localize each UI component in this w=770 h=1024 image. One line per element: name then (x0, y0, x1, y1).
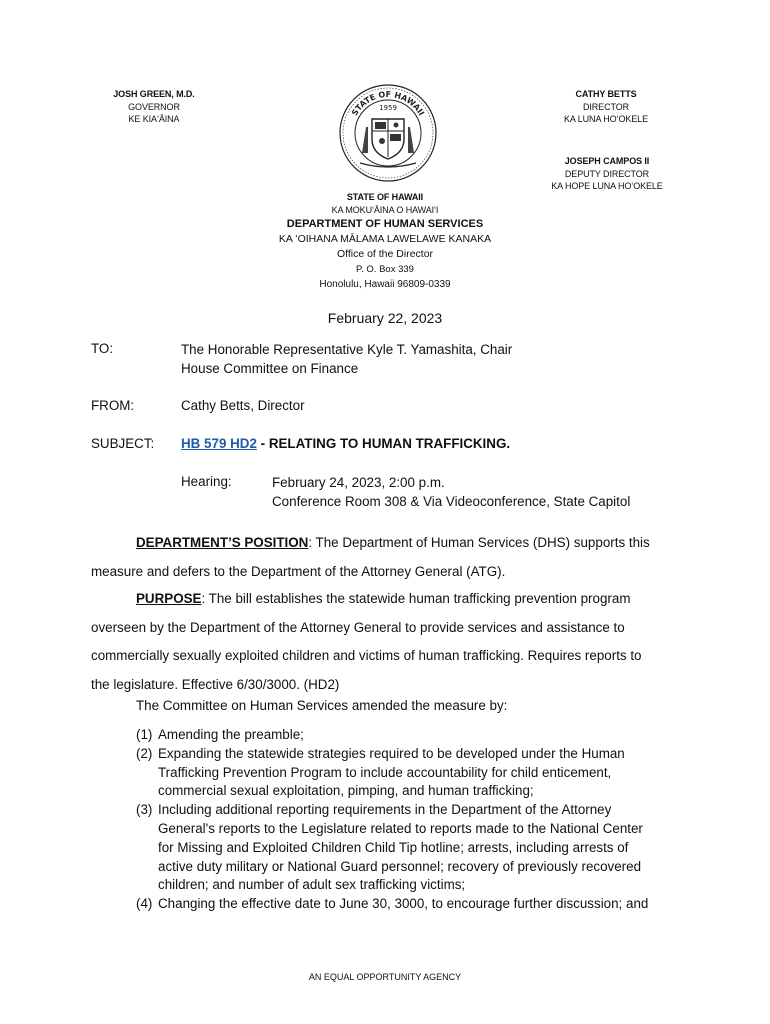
purpose-line-1: : The bill establishes the statewide human trafficking prevention program (201, 591, 631, 606)
amendment-item (136, 801, 696, 895)
to-recipient (181, 341, 512, 378)
position-paragraph (91, 529, 691, 586)
memo-date: February 22, 2023 (327, 310, 443, 326)
amendment-text: Expanding the statewide strategies required to be developed under the Human (158, 745, 625, 761)
governor-title: GOVERNOR (128, 101, 180, 112)
agency-office: Office of the Director (336, 248, 434, 260)
agency-state: STATE OF HAWAII (346, 192, 424, 202)
agency-state-hawaiian: KA MOKUʻĀINA O HAWAIʻI (331, 204, 439, 215)
state-seal (338, 83, 438, 183)
agency-block (235, 191, 535, 292)
to-line-1: The Honorable Representative Kyle T. Yamashita, Chair (181, 342, 513, 357)
purpose-line-4: the legislature. Effective 6/30/3000. (HD2) (91, 677, 340, 693)
amendment-item (136, 745, 696, 801)
amendment-item (136, 895, 696, 914)
amendment-number: (1) (136, 727, 153, 742)
purpose-line-2: overseen by the Department of the Attorney General to provide services and assistance to (91, 619, 625, 635)
position-line-1: : The Department of Human Services (DHS) supports this (308, 535, 650, 550)
director-title-hawaiian: KA LUNA HOʻOKELE (564, 114, 648, 124)
from-label: FROM: (91, 398, 135, 413)
bill-link[interactable]: HB 579 HD2 (181, 436, 257, 451)
amendment-text: children; and number of adult sex trafficking victims; (158, 877, 466, 893)
amendment-number: (3) (136, 802, 153, 818)
amended-intro: The Committee on Human Services amended the measure by: (136, 698, 508, 713)
subject-label: SUBJECT: (91, 436, 155, 451)
amendment-text: for Missing and Exploited Children Child Tip hotline; arrests, including arrests of (158, 839, 629, 855)
footer-text: AN EQUAL OPPORTUNITY AGENCY (308, 972, 462, 982)
governor-block (100, 88, 208, 126)
state-seal-icon (338, 83, 438, 183)
governor-title-hawaiian: KE KIAʻĀINA (128, 114, 180, 124)
amendments-list (136, 726, 696, 914)
hearing-details (272, 474, 630, 511)
director-title: DIRECTOR (582, 101, 630, 112)
amendment-item (136, 726, 696, 745)
amendment-number: (4) (136, 896, 153, 912)
governor-name: JOSH GREEN, M.D. (113, 89, 195, 99)
amendment-text: active duty military or National Guard personnel; recovery of previously recovered (158, 858, 642, 874)
hearing-line-2: Conference Room 308 & Via Videoconference, State Capitol (272, 493, 631, 509)
agency-department: DEPARTMENT OF HUMAN SERVICES (286, 218, 484, 230)
amendment-text: General's reports to the Legislature related to reports made to the National Center (158, 820, 643, 836)
amendment-text: Including additional reporting requirements in the Department of the Attorney (158, 802, 612, 818)
amendment-text: Trafficking Prevention Program to include accountability for child enticement, (158, 764, 612, 780)
seal-top-text: STATE OF HAWAII (350, 89, 426, 118)
to-label: TO: (91, 341, 114, 356)
director-block (548, 88, 664, 126)
agency-po-box: P. O. Box 339 (356, 264, 414, 275)
seal-year: 1959 (379, 104, 397, 112)
purpose-line-3: commercially sexually exploited children and victims of human trafficking. Requires reports to (91, 648, 642, 664)
amendment-text: Changing the effective date to June 30, 3000, to encourage further discussion; and (158, 896, 649, 912)
agency-department-hawaiian: KA ʻOIHANA MĀLAMA LAWELAWE KANAKA (278, 233, 492, 245)
amendment-number: (2) (136, 745, 153, 761)
to-line-2: House Committee on Finance (181, 360, 359, 376)
purpose-paragraph (91, 585, 711, 700)
subject-title: - RELATING TO HUMAN TRAFFICKING. (256, 436, 511, 451)
subject-line (181, 436, 510, 451)
amendment-text: commercial sexual exploitation, pimping, and human trafficking; (158, 783, 534, 799)
deputy-title: DEPUTY DIRECTOR (564, 168, 650, 179)
purpose-heading: PURPOSE (136, 591, 202, 606)
amendment-text: Amending the preamble; (158, 727, 304, 742)
deputy-block (542, 155, 672, 193)
deputy-title-hawaiian: KA HOPE LUNA HOʻOKELE (551, 181, 663, 191)
director-name: CATHY BETTS (575, 89, 637, 99)
from-value: Cathy Betts, Director (181, 398, 305, 413)
hearing-line-1: February 24, 2023, 2:00 p.m. (272, 475, 445, 490)
position-line-2: measure and defers to the Department of the Attorney General (ATG). (91, 563, 506, 579)
position-heading: DEPARTMENT’S POSITION (136, 535, 309, 550)
deputy-name: JOSEPH CAMPOS II (564, 156, 650, 166)
hearing-label: Hearing: (181, 474, 232, 489)
agency-city: Honolulu, Hawaii 96809-0339 (319, 279, 451, 290)
